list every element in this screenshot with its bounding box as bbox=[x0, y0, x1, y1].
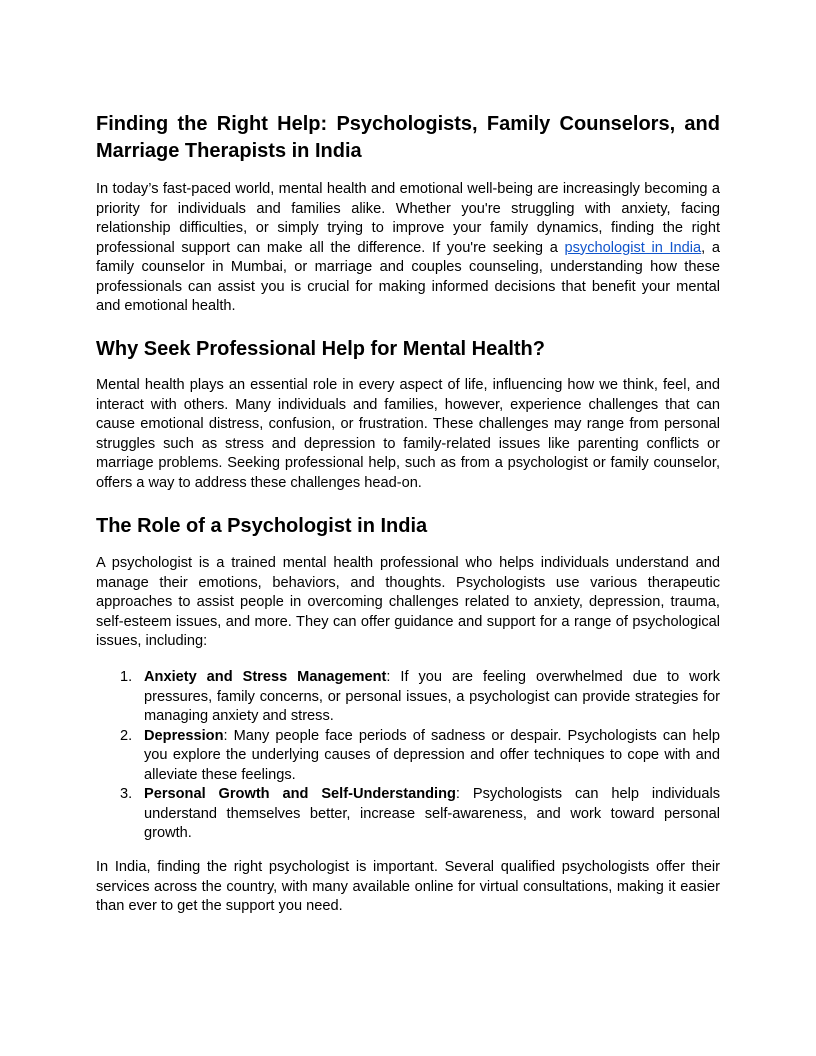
list-item-title: Personal Growth and Self-Understanding bbox=[144, 786, 456, 802]
list-item-text: : If you are feeling overwhelmed due to work pressures, family concerns, or personal issues, a psychologist can provide strategies for managing anxiety and stress. bbox=[144, 669, 720, 724]
section-role-paragraph: A psychologist is a trained mental health professional who helps individuals understand and manage their emotions, behaviors, and thoughts. Psychologists use various therapeutic approaches to assist people in overcoming challenges related to anxiety, depression, trauma, self-esteem issues, and more. They can offer guidance and support for a range of psychological issues, including: bbox=[96, 555, 720, 649]
list-item bbox=[96, 727, 720, 786]
list-item-number: 2. bbox=[120, 727, 133, 744]
list-item-title: Depression bbox=[144, 727, 224, 744]
document-title: Finding the Right Help: Psychologists, Family Counselors, and Marriage Therapists in India bbox=[96, 113, 720, 162]
section-why-seek-help-paragraph: Mental health plays an essential role in every aspect of life, influencing how we think, feel, and interact with others. Many individuals and families, however, experience challenges that can cause emotional distress, confusion, or frustration. These challenges may range from personal struggles such as stress and depression to family-related issues like parenting conflicts or marriage problems. Seeking professional help, such as from a psychologist or family counselor, offers a way to address these challenges head-on. bbox=[96, 377, 720, 491]
intro-text-before-link: In today’s fast-paced world, mental health and emotional well-being are increasingly becoming a priority for individuals and families alike. Whether you're struggling with anxiety, facing relationship difficulties, or simply trying to improve your family dynamics, finding the right professional support can make all the difference. If you're seeking a bbox=[96, 181, 720, 256]
section-heading-role-of-psychologist: The Role of a Psychologist in India bbox=[96, 515, 428, 537]
intro-text-after-link: , a family counselor in Mumbai, or marriage and couples counseling, understanding how these professionals can assist you is crucial for making informed decisions that benefit your mental and emotional health. bbox=[96, 239, 720, 314]
section-heading-why-seek-help: Why Seek Professional Help for Mental Health? bbox=[96, 338, 545, 360]
list-item-title: Anxiety and Stress Management bbox=[144, 669, 387, 685]
list-item-text: : Psychologists can help individuals understand themselves better, increase self-awareness, and work toward personal growth. bbox=[144, 786, 721, 841]
closing-paragraph: In India, finding the right psychologist is important. Several qualified psychologists offer their services across the country, with many available online for virtual consultations, making it easier than ever to get the support you need. bbox=[96, 859, 720, 914]
list-item bbox=[96, 785, 720, 844]
list-item bbox=[96, 668, 720, 727]
list-item-number: 3. bbox=[120, 786, 133, 802]
psychologist-in-india-link[interactable]: psychologist in India bbox=[564, 239, 702, 256]
list-item-text: : Many people face periods of sadness or despair. Psychologists can help you explore the underlying causes of depression and offer techniques to cope with and alleviate these feelings. bbox=[144, 727, 720, 783]
intro-paragraph bbox=[96, 180, 720, 317]
issues-list bbox=[96, 668, 720, 844]
list-item-number: 1. bbox=[120, 669, 133, 685]
